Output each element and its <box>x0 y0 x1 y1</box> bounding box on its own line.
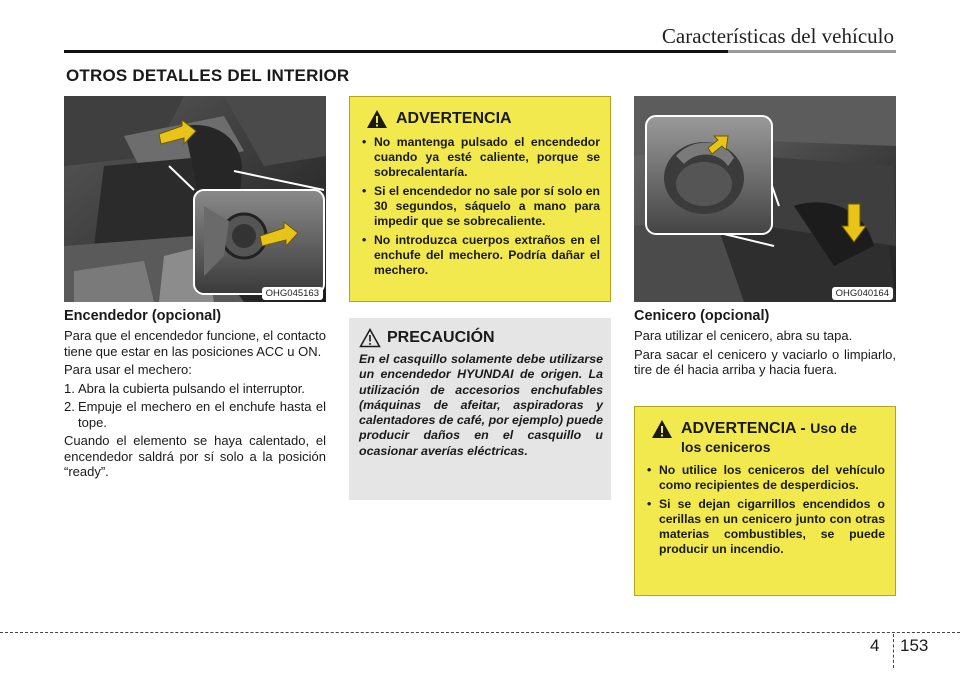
warning-box-ashtray <box>634 406 896 596</box>
caution-box <box>349 318 611 500</box>
step-number: 1. <box>64 380 75 396</box>
ashtray-photo <box>634 96 896 302</box>
warning-item: • No introduzca cuerpos extraños en el enchufe del mechero. Podría dañar el mechero. <box>360 233 600 278</box>
caution-title: PRECAUCIÓN <box>387 329 495 346</box>
running-header: Características del vehículo <box>661 24 894 48</box>
ashtray-heading: Cenicero (opcional) <box>634 308 770 324</box>
warning-box-lighter <box>349 96 611 302</box>
footer-separator <box>893 634 894 668</box>
page-number: 153 <box>900 636 929 655</box>
lighter-step <box>64 399 326 430</box>
lighter-heading: Encendedor (opcional) <box>64 308 222 324</box>
lighter-body <box>64 328 326 483</box>
warning-item: • No utilice los ceniceros del vehículo como recipientes de desperdicios. <box>645 463 885 493</box>
photo-code: OHG040164 <box>832 287 893 300</box>
header-rule-accent <box>728 50 896 53</box>
lighter-photo <box>64 96 326 302</box>
chapter-number: 4 <box>870 636 880 655</box>
ashtray-p1: Para utilizar el cenicero, abra su tapa. <box>634 328 853 343</box>
lighter-step <box>64 381 326 397</box>
warning-item: • Si el encendedor no sale por sí solo en 30 segundos, sáquelo a mano para impedir que se sobrecaliente. <box>360 184 600 229</box>
footer-rule <box>0 632 960 633</box>
step-text: Empuje el mechero en el enchufe hasta el tope. <box>78 399 326 430</box>
warning-title: ADVERTENCIA - <box>681 420 806 437</box>
lighter-usage: Para usar el mechero: <box>64 362 192 377</box>
warning-title: ADVERTENCIA <box>396 110 512 127</box>
warning-list <box>360 135 600 278</box>
warning-item: • Si se dejan cigarrillos encendidos o cerillas en un cenicero junto con otras materias combustibles, se puede producir un incendio. <box>645 497 885 557</box>
warning-title-block <box>681 419 857 457</box>
warning-title-line2: los ceniceros <box>681 439 771 455</box>
step-text: Abra la cubierta pulsando el interruptor. <box>78 380 305 396</box>
caution-text: En el casquillo solamente debe utilizarse un encendedor HYUNDAI de origen. La utilización de accesorios enchufables (máquinas de afeitar, aspiradoras y calentadores de café, por ejemplo) puede producir daños en el casquillo u ocasionar averías eléctricas. <box>359 352 603 458</box>
warning-header <box>645 419 885 457</box>
lighter-intro: Para que el encendedor funcione, el contacto tiene que estar en las posiciones ACC u ON. <box>64 328 326 359</box>
caution-header <box>359 328 603 348</box>
warning-list <box>645 463 885 557</box>
lighter-closing: Cuando el elemento se haya calentado, el encendedor saldrá por sí solo a la posición “ready”. <box>64 433 326 479</box>
page-heading: OTROS DETALLES DEL INTERIOR <box>66 66 350 85</box>
warning-header <box>360 109 600 129</box>
step-number: 2. <box>64 399 75 414</box>
warning-title-suffix: Uso de <box>810 420 857 436</box>
ashtray-body <box>634 328 896 381</box>
ashtray-p2: Para sacar el cenicero y vaciarlo o limpiarlo, tire de él hacia arriba y hacia fuera. <box>634 346 896 377</box>
photo-code: OHG045163 <box>262 287 323 300</box>
warning-item: • No mantenga pulsado el encendedor cuando ya esté caliente, porque se sobrecalentaría. <box>360 135 600 180</box>
caution-triangle-icon <box>359 328 381 348</box>
warning-triangle-icon <box>651 419 673 439</box>
warning-triangle-icon <box>366 109 388 129</box>
